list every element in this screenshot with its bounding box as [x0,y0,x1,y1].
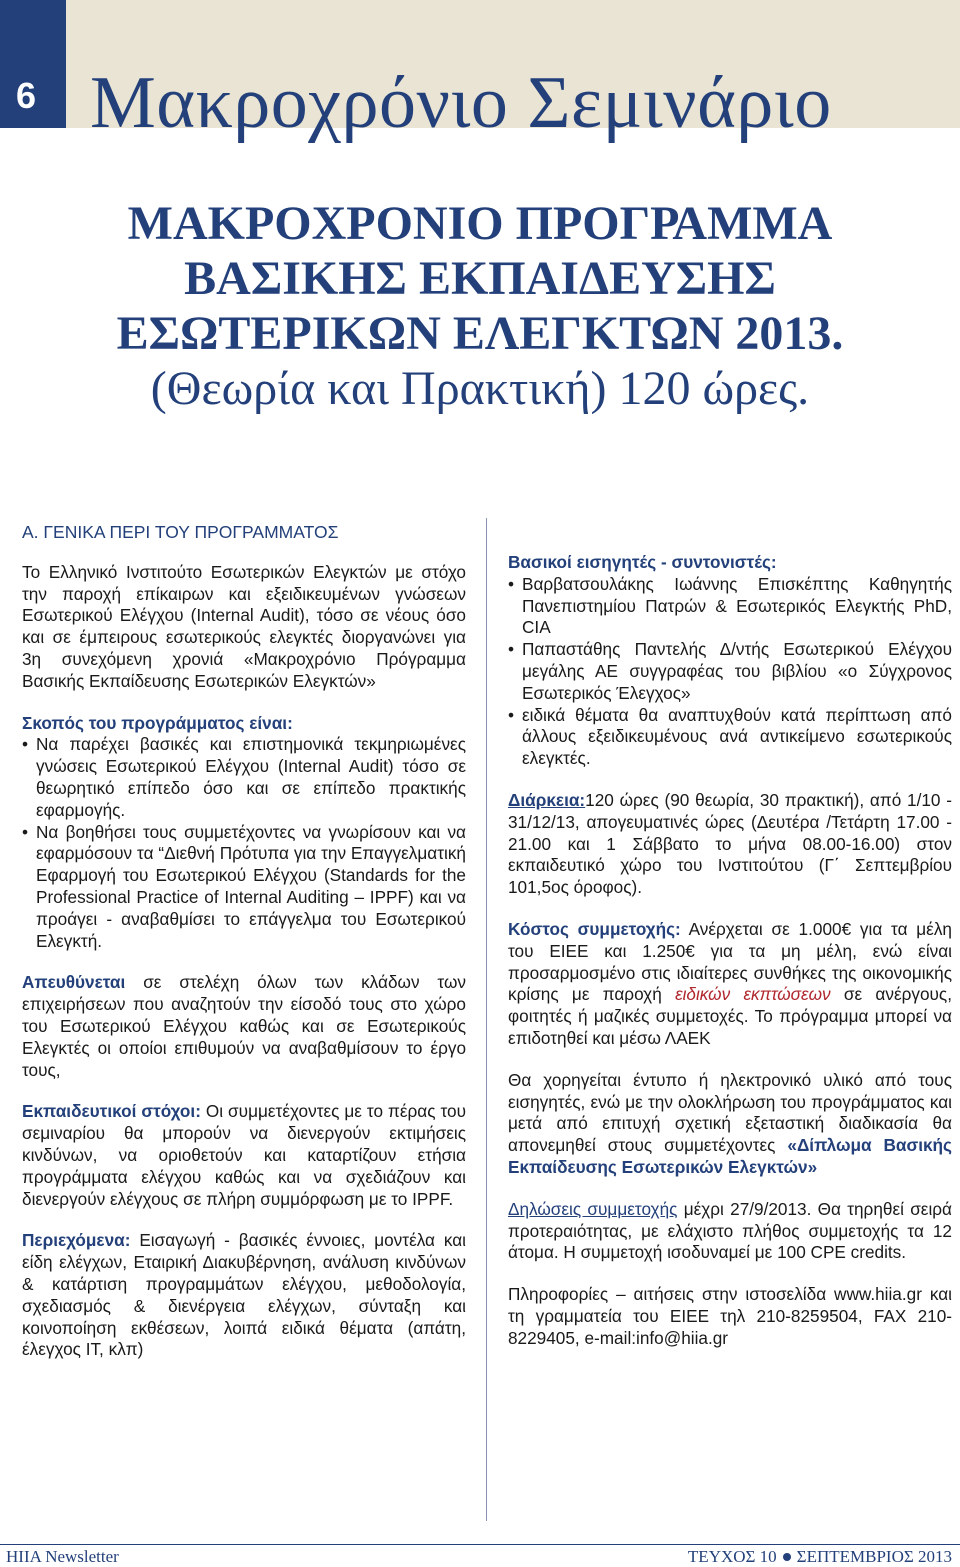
material-paragraph [508,1070,952,1179]
list-item: • Να παρέχει βασικές και επιστημονικά τεκμηριωμένες γνώσεις Εσωτερικού Ελέγχου (Internal Audit) τόσο σε θεωρητικό επίπεδο όσο και σε επίπεδο πρακτικής εφαρμογής. [22,734,466,821]
section-heading: Α. ΓΕΝΙΚΑ ΠΕΡΙ ΤΟΥ ΠΡΟΓΡΑΜΜΑΤΟΣ [22,522,339,542]
cost-highlight: ειδικών εκπτώσεων [675,984,831,1005]
content-text: Εισαγωγή - βασικές έννοιες, μοντέλα και είδη ελέγχων, Εταιρική Διακυβέρνηση, ανάλυση κινδύνων & κατάρτιση προγραμμάτων ελέγχου, μεθοδολογία, σχεδιασμός & διενέργεια ελέγχων, σύνταξη και κοινοποίηση εκθέσεων, λοιπά ειδικά θέματα (απάτη, έλεγχος IT, κλπ) [22,1230,466,1360]
declarations-text: μέχρι 27/9/2013. Θα τηρηθεί σειρά προτεραιότητας, με ελάχιστο πλήθος συμμετοχής τα 12 άτομα. Η συμμετοχή ισοδυναμεί με 100 CPE credits. [508,1198,952,1263]
audience-label: Απευθύνεται [22,972,126,993]
audience-paragraph [22,972,466,1081]
footer-rule [0,1544,960,1545]
duration-paragraph [508,790,952,899]
right-column [508,552,952,1350]
goals-text: Οι συμμετέχοντες με το πέρας του σεμιναρίου θα μπορούν να διενεργούν εκτιμήσεις κινδύνων, να οριοθετούν και καταρτίζουν ετήσια προγράμματα ελέγχου καθώς και να σχεδιάζουν και διενεργούν ελέγχους σε πλήρη συμμόρφωση με το IPPF. [22,1101,466,1209]
header-title: Μακροχρόνιο Σεμινάριο [90,62,832,144]
issue-date: ΣΕΠΤΕΜΒΡΙΟΣ 2013 [796,1547,952,1566]
aim-list [22,734,466,952]
column-divider [486,518,487,1521]
list-item: • ειδικά θέματα θα αναπτυχθούν κατά περίπτωση από άλλους εξειδικευμένους ανά αντικείμενο εσωτερικούς ελεγκτές. [508,705,952,770]
cost-paragraph [508,919,952,1050]
info-paragraph: Πληροφορίες – αιτήσεις στην ιστοσελίδα www.hiia.gr και τη γραμματεία του ΕΙΕΕ τηλ 210-8259504, FAX 210-8229405, e-mail:info@hiia.gr [508,1284,952,1348]
duration-text: 120 ώρες (90 θεωρία, 30 πρακτική), από 1/10 - 31/12/13, απογευματινές ώρες (Δευτέρα /Τετάρτη 17.00 - 21.00 και 1 Σάββατο το μήνα 08.00-16.00) στον εκπαιδευτικό χώρο του Ινστιτούτου (Γ΄ Σεπτεμβρίου 101,5ος όροφος). [508,789,952,898]
left-column [22,522,466,1361]
cost-text-2: σε ανέργους, φοιτητές ή μαζικές συμμετοχές. Το πρόγραμμα μπορεί να επιδοτηθεί και μέσω ΛΑΕΚ [508,984,952,1048]
cost-text-1: Ανέρχεται σε 1.000€ για τα μέλη του ΕΙΕΕ και 1.250€ για τα μη μέλη, ενώ είναι προσαρμοσμένο στις ιδιαίτερες συνθήκες της οικονομικής κρίσης με παροχή [508,918,952,1005]
declarations-label: Δηλώσεις συμμετοχής [508,1198,678,1219]
content-paragraph [22,1230,466,1361]
main-title-subtitle: (Θεωρία και Πρακτική) 120 ώρες. [150,362,810,415]
main-title-line-2: ΒΑΣΙΚΗΣ ΕΚΠΑΙΔΕΥΣΗΣ [184,252,776,305]
intro-paragraph: Το Ελληνικό Ινστιτούτο Εσωτερικών Ελεγκτών με στόχο την παροχή επίκαιρων και εξειδικευμένων γνώσεων Εσωτερικού Ελέγχου (Internal Audit), τόσο σε νέους όσο και σε έμπειρους εσωτερικούς ελεγκτές διοργανώνει για 3η συνεχόμενη χρονιά «Μακροχρόνιο Πρόγραμμα Βασικής Εκπαίδευσης Εσωτερικών Ελεγκτών» [22,561,466,691]
diploma-title: «Δίπλωμα Βασικής Εκπαίδευσης Εσωτερικών Ελεγκτών» [508,1135,952,1177]
declarations-paragraph [508,1199,952,1264]
main-title-line-1: ΜΑΚΡΟΧΡΟΝΙΟ ΠΡΟΓΡΑΜΜΑ [127,197,833,250]
goals-paragraph [22,1101,466,1210]
cost-label: Κόστος συμμετοχής: [508,918,681,939]
audience-text: σε στελέχη όλων των κλάδων των επιχειρήσεων που αναζητούν την είσοδό τους στο χώρο του Εσωτερικού Ελέγχου καθώς και σε Εσωτερικούς Ελεγκτές οι οποίοι επιθυμούν να αναβαθμίσουν το έργο τους, [22,972,466,1080]
issue-label: ΤΕΥΧΟΣ 10 [687,1547,777,1566]
duration-label: Διάρκεια: [508,789,586,810]
aim-heading: Σκοπός του προγράμματος είναι: [22,712,293,733]
main-title-line-3: ΕΣΩΤΕΡΙΚΩΝ ΕΛΕΓΚΤΩΝ 2013. [116,307,844,360]
footer-newsletter: HIIA Newsletter [6,1547,119,1566]
speakers-heading: Βασικοί εισηγητές - συντονιστές: [508,552,777,572]
separator-dot-icon [783,1553,791,1561]
list-item: • Βαρβατσουλάκης Ιωάννης Επισκέπτης Καθηγητής Πανεπιστημίου Πατρών & Εσωτερικός Ελεγκτής PhD, CIA [508,574,952,639]
footer-issue [688,1547,952,1567]
goals-label: Εκπαιδευτικοί στόχοι: [22,1101,201,1122]
list-item: • Να βοηθήσει τους συμμετέχοντες να γνωρίσουν και να εφαρμόσουν τα “Διεθνή Πρότυπα για την Επαγγελματική Εφαρμογή του Εσωτερικού Ελέγχου (Standards for the Professional Practice of Internal Auditing – IPPF) και να προάγει - αναβαθμίσει το επάγγελμα του Εσωτερικού Ελεγκτή. [22,822,466,953]
list-item: • Παπαστάθης Παντελής Δ/ντής Εσωτερικού Ελέγχου μεγάλης ΑΕ συγγραφέας του βιβλίου «ο Σύγχρονος Εσωτερικός Έλεγχος» [508,639,952,704]
material-text: Θα χορηγείται έντυπο ή ηλεκτρονικό υλικό από τους εισηγητές, ενώ με την ολοκλήρωση του προγράμματος και μετά από επιτυχή σχετική εξεταστική διαδικασία θα απονεμηθεί στους συμμετέχοντες [508,1069,952,1156]
page-number: 6 [0,0,66,128]
main-title [0,196,960,416]
speakers-list [508,574,952,770]
content-label: Περιεχόμενα: [22,1230,131,1251]
